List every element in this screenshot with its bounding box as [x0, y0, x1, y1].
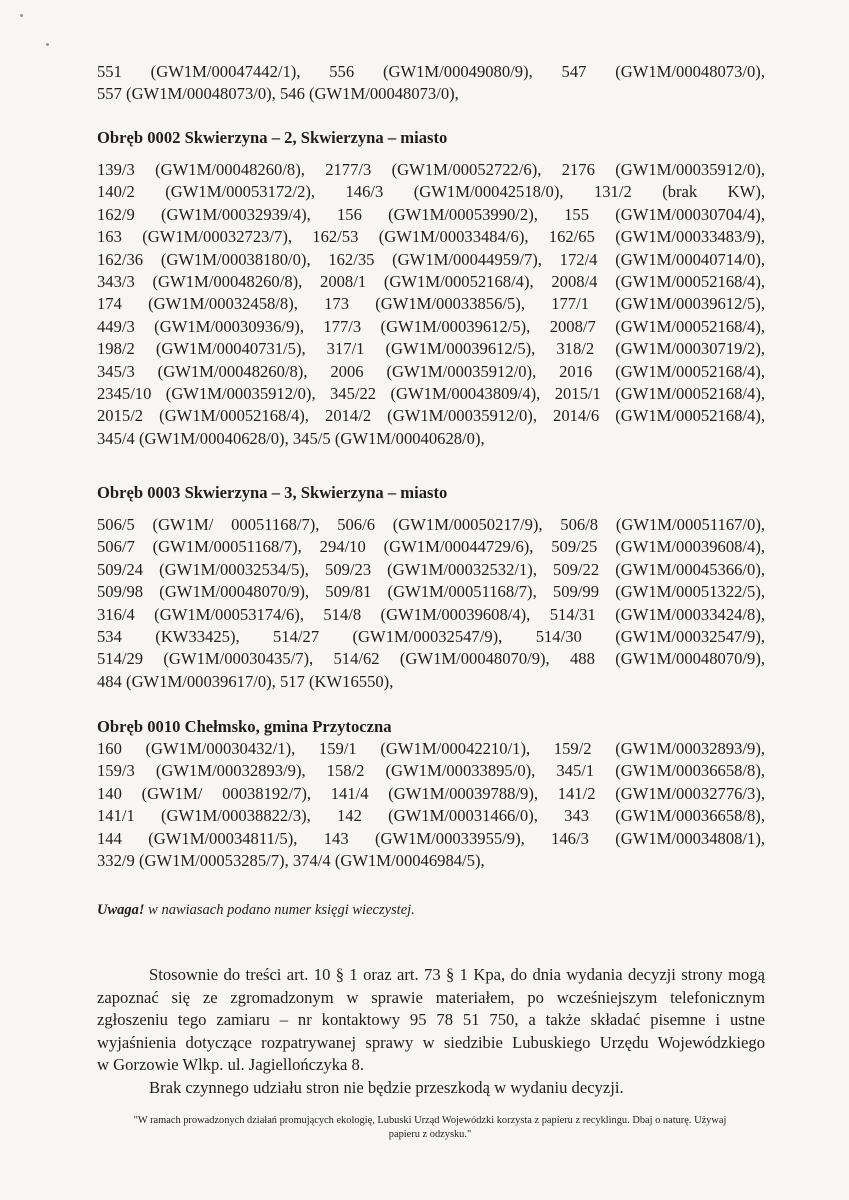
parcel-line: 162/9 (GW1M/00032939/4), 156 (GW1M/00053990/2), 155 (GW1M/00030704/4),: [97, 204, 765, 224]
note-label: Uwaga!: [97, 902, 145, 918]
parcel-line: 316/4 (GW1M/00053174/6), 514/8 (GW1M/00039608/4), 514/31 (GW1M/00033424/8),: [97, 604, 765, 624]
parcel-line: 509/98 (GW1M/00048070/9), 509/81 (GW1M/00051168/7), 509/99 (GW1M/00051322/5),: [97, 582, 765, 602]
section-heading: Obręb 0010 Chełmsko, gmina Przytoczna: [97, 717, 392, 736]
parcel-line: 160 (GW1M/00030432/1), 159/1 (GW1M/00042210/1), 159/2 (GW1M/00032893/9),: [97, 739, 765, 758]
closing-paragraph: [97, 964, 765, 1099]
parcel-line: 345/4 (GW1M/00040628/0), 345/5 (GW1M/00040628/0),: [97, 428, 485, 448]
closing-line: Stosownie do treści art. 10 § 1 oraz art. 73 § 1 Kpa, do dnia wydania decyzji strony mogą: [149, 965, 765, 984]
parcel-line: 332/9 (GW1M/00053285/7), 374/4 (GW1M/00046984/5),: [97, 851, 485, 871]
scan-speck: [20, 14, 23, 17]
section-obreb-0002: [97, 128, 765, 450]
intro-block: [97, 61, 765, 106]
parcel-line: 506/7 (GW1M/00051168/7), 294/10 (GW1M/00044729/6), 509/25 (GW1M/00039608/4),: [97, 537, 765, 557]
parcel-line: 509/24 (GW1M/00032534/5), 509/23 (GW1M/00032532/1), 509/22 (GW1M/00045366/0),: [97, 559, 765, 579]
footer-eco-note: [95, 1114, 765, 1142]
closing-line: Brak czynnego udziału stron nie będzie przeszkodą w wydaniu decyzji.: [149, 1077, 624, 1097]
section-heading: Obręb 0003 Skwierzyna – 3, Skwierzyna – miasto: [97, 483, 448, 502]
parcel-line: 506/5 (GW1M/ 00051168/7), 506/6 (GW1M/00050217/9), 506/8 (GW1M/00051167/0),: [97, 515, 765, 534]
scan-speck: [46, 43, 49, 46]
closing-line: wyjaśnienia dotyczące rozpatrywanej sprawy w siedzibie Lubuskiego Urzędu Wojewódzkiego: [97, 1032, 765, 1052]
intro-paragraph: [97, 61, 765, 106]
closing-line: zgłoszeniu tego zamiaru – nr kontaktowy 95 78 51 750, a także składać pisemne i ustne: [97, 1010, 765, 1029]
parcel-line: 534 (KW33425), 514/27 (GW1M/00032547/9), 514/30 (GW1M/00032547/9),: [97, 627, 765, 647]
parcel-line: 139/3 (GW1M/00048260/8), 2177/3 (GW1M/00052722/6), 2176 (GW1M/00035912/0),: [97, 160, 765, 179]
parcel-line: 159/3 (GW1M/00032893/9), 158/2 (GW1M/00033895/0), 345/1 (GW1M/00036658/8),: [97, 761, 765, 781]
parcel-line: 144 (GW1M/00034811/5), 143 (GW1M/00033955/9), 146/3 (GW1M/00034808/1),: [97, 828, 765, 848]
parcel-list: [97, 514, 765, 693]
parcel-line: 343/3 (GW1M/00048260/8), 2008/1 (GW1M/00052168/4), 2008/4 (GW1M/00052168/4),: [97, 272, 765, 292]
parcel-line: 140/2 (GW1M/00053172/2), 146/3 (GW1M/00042518/0), 131/2 (brak KW),: [97, 182, 765, 202]
section-obreb-0003: [97, 483, 765, 693]
parcel-line: 2015/2 (GW1M/00052168/4), 2014/2 (GW1M/00035912/0), 2014/6 (GW1M/00052168/4),: [97, 406, 765, 426]
parcel-line: 551 (GW1M/00047442/1), 556 (GW1M/00049080/9), 547 (GW1M/00048073/0),: [97, 62, 765, 81]
parcel-line: 140 (GW1M/ 00038192/7), 141/4 (GW1M/00039788/9), 141/2 (GW1M/00032776/3),: [97, 783, 765, 803]
note: [97, 902, 765, 919]
parcel-line: 345/3 (GW1M/00048260/8), 2006 (GW1M/00035912/0), 2016 (GW1M/00052168/4),: [97, 361, 765, 381]
parcel-line: 163 (GW1M/00032723/7), 162/53 (GW1M/00033484/6), 162/65 (GW1M/00033483/9),: [97, 227, 765, 247]
closing-line: zapoznać się ze zgromadzonym w sprawie materiałem, po wcześniejszym telefonicznym: [97, 987, 765, 1007]
footer-line: "W ramach prowadzonych działań promujących ekologię, Lubuski Urząd Wojewódzki korzysta z papieru z recyklingu. Dbaj o naturę. Używaj: [133, 1115, 727, 1126]
parcel-line: 198/2 (GW1M/00040731/5), 317/1 (GW1M/00039612/5), 318/2 (GW1M/00030719/2),: [97, 339, 765, 359]
section-obreb-0010: [97, 717, 765, 872]
parcel-list: [97, 738, 765, 872]
parcel-line: 141/1 (GW1M/00038822/3), 142 (GW1M/00031466/0), 343 (GW1M/00036658/8),: [97, 806, 765, 826]
parcel-line: 174 (GW1M/00032458/8), 173 (GW1M/00033856/5), 177/1 (GW1M/00039612/5),: [97, 294, 765, 314]
note-text: w nawiasach podano numer księgi wieczystej.: [148, 902, 415, 918]
closing-line: w Gorzowie Wlkp. ul. Jagiellończyka 8.: [97, 1055, 364, 1074]
section-heading: Obręb 0002 Skwierzyna – 2, Skwierzyna – miasto: [97, 128, 448, 147]
parcel-line: 484 (GW1M/00039617/0), 517 (KW16550),: [97, 671, 394, 691]
footer-line: papieru z odzysku.": [388, 1129, 472, 1140]
parcel-line: 514/29 (GW1M/00030435/7), 514/62 (GW1M/00048070/9), 488 (GW1M/00048070/9),: [97, 649, 765, 669]
parcel-list: [97, 159, 765, 450]
parcel-line: 2345/10 (GW1M/00035912/0), 345/22 (GW1M/00043809/4), 2015/1 (GW1M/00052168/4),: [97, 384, 765, 404]
parcel-line: 557 (GW1M/00048073/0), 546 (GW1M/00048073/0),: [97, 84, 459, 104]
parcel-line: 449/3 (GW1M/00030936/9), 177/3 (GW1M/00039612/5), 2008/7 (GW1M/00052168/4),: [97, 316, 765, 336]
parcel-line: 162/36 (GW1M/00038180/0), 162/35 (GW1M/00044959/7), 172/4 (GW1M/00040714/0),: [97, 249, 765, 269]
